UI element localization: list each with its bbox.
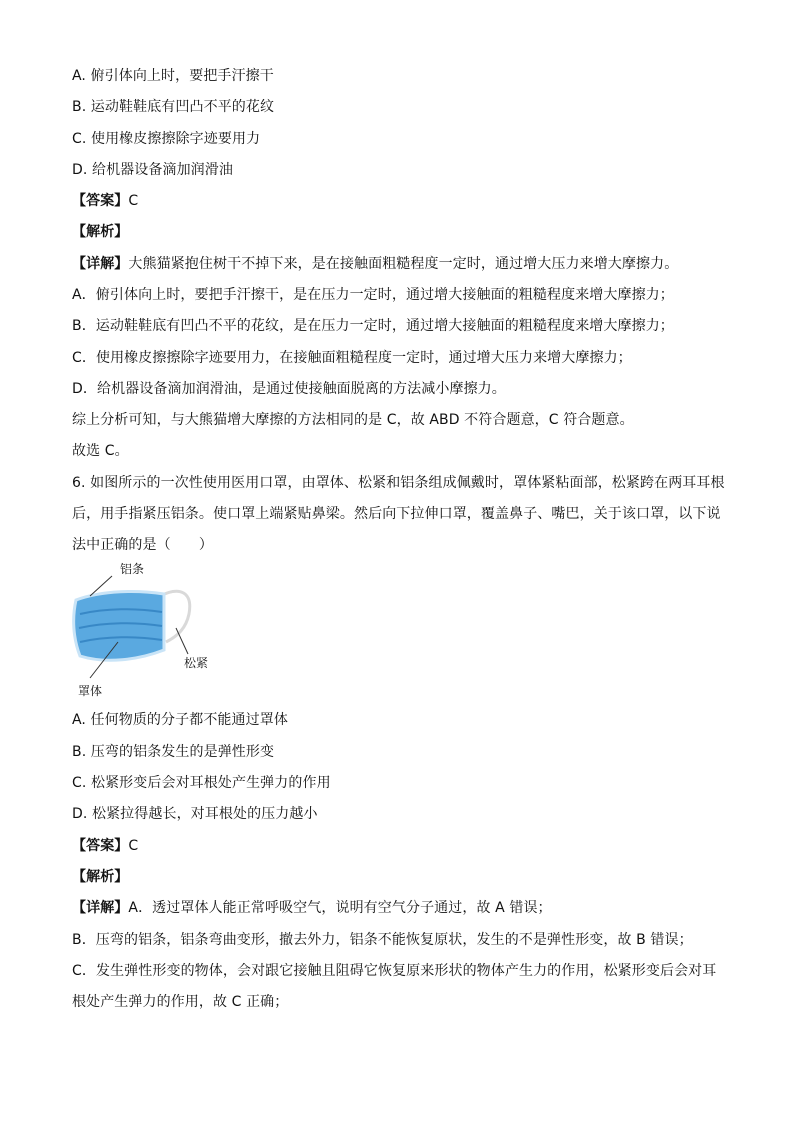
q5-detail-intro: 【详解】大熊猫紧抱住树干不掉下来，是在接触面粗糙程度一定时，通过增大压力来增大摩擦力。 (72, 256, 679, 272)
mask-figure (68, 556, 228, 706)
q5-option-b: B. 运动鞋鞋底有凹凸不平的花纹 (72, 99, 275, 115)
label-elastic: 松紧 (184, 656, 209, 670)
q6-option-d: D. 松紧拉得越长，对耳根处的压力越小 (72, 806, 318, 822)
q5-summary: 综上分析可知，与大熊猫增大摩擦的方法相同的是 C，故 ABD 不符合题意，C 符合题意。 (72, 412, 634, 428)
leader-line (176, 628, 188, 654)
q5-detail-line: C．使用橡皮擦擦除字迹要用力，在接触面粗糙程度一定时，通过增大压力来增大摩擦力； (72, 350, 632, 366)
q5-detail-line: D．给机器设备滴加润滑油，是通过使接触面脱离的方法减小摩擦力。 (72, 381, 506, 397)
q6-detail-line: B．压弯的铝条，铝条弯曲变形，撤去外力，铝条不能恢复原状，发生的不是弹性形变，故 B 错误； (72, 932, 693, 948)
q6-analysis-tag: 【解析】 (72, 869, 129, 885)
detail-tag: 【详解】 (72, 900, 129, 916)
q6-detail-line: 根处产生弹力的作用，故 C 正确； (72, 994, 289, 1010)
q5-option-a: A. 俯引体向上时，要把手汗擦干 (72, 68, 274, 84)
q5-detail-line: A．俯引体向上时，要把手汗擦干，是在压力一定时，通过增大接触面的粗糙程度来增大摩擦力； (72, 287, 674, 303)
q5-option-c: C. 使用橡皮擦擦除字迹要用力 (72, 131, 261, 147)
q5-detail-line: B．运动鞋鞋底有凹凸不平的花纹，是在压力一定时，通过增大接触面的粗糙程度来增大摩擦力； (72, 318, 674, 334)
q5-answer (72, 191, 138, 211)
label-aluminum-strip: 铝条 (120, 562, 145, 576)
answer-tag: 【答案】 (72, 838, 129, 854)
q6-detail-line: C．发生弹性形变的物体，会对跟它接触且阻碍它恢复原来形状的物体产生力的作用，松紧形变后会对耳 (72, 963, 717, 979)
q6-option-c: C. 松紧形变后会对耳根处产生弹力的作用 (72, 775, 331, 791)
q5-conclusion: 故选 C。 (72, 443, 129, 459)
q6-option-a: A. 任何物质的分子都不能通过罩体 (72, 712, 288, 728)
label-mask-body: 罩体 (78, 684, 103, 698)
q6-stem-line: 6. 如图所示的一次性使用医用口罩，由罩体、松紧和铝条组成佩戴时，罩体紧粘面部，松紧跨在两耳耳根 (72, 475, 725, 491)
q6-stem-line: 法中正确的是（ ） (72, 537, 213, 553)
q6-option-b: B. 压弯的铝条发生的是弹性形变 (72, 744, 275, 760)
detail-tag: 【详解】 (72, 256, 129, 272)
q5-analysis-tag: 【解析】 (72, 224, 129, 240)
answer-tag: 【答案】 (72, 193, 129, 209)
q6-answer (72, 836, 138, 856)
q5-option-d: D. 给机器设备滴加润滑油 (72, 162, 233, 178)
answer-value: C (128, 193, 139, 209)
q6-stem-line: 后，用手指紧压铝条。使口罩上端紧贴鼻梁。然后向下拉伸口罩，覆盖鼻子、嘴巴，关于该口罩，以下说 (72, 506, 721, 522)
answer-value: C (128, 838, 139, 854)
q6-detail-intro: 【详解】A．透过罩体人能正常呼吸空气，说明有空气分子通过，故 A 错误； (72, 900, 552, 916)
